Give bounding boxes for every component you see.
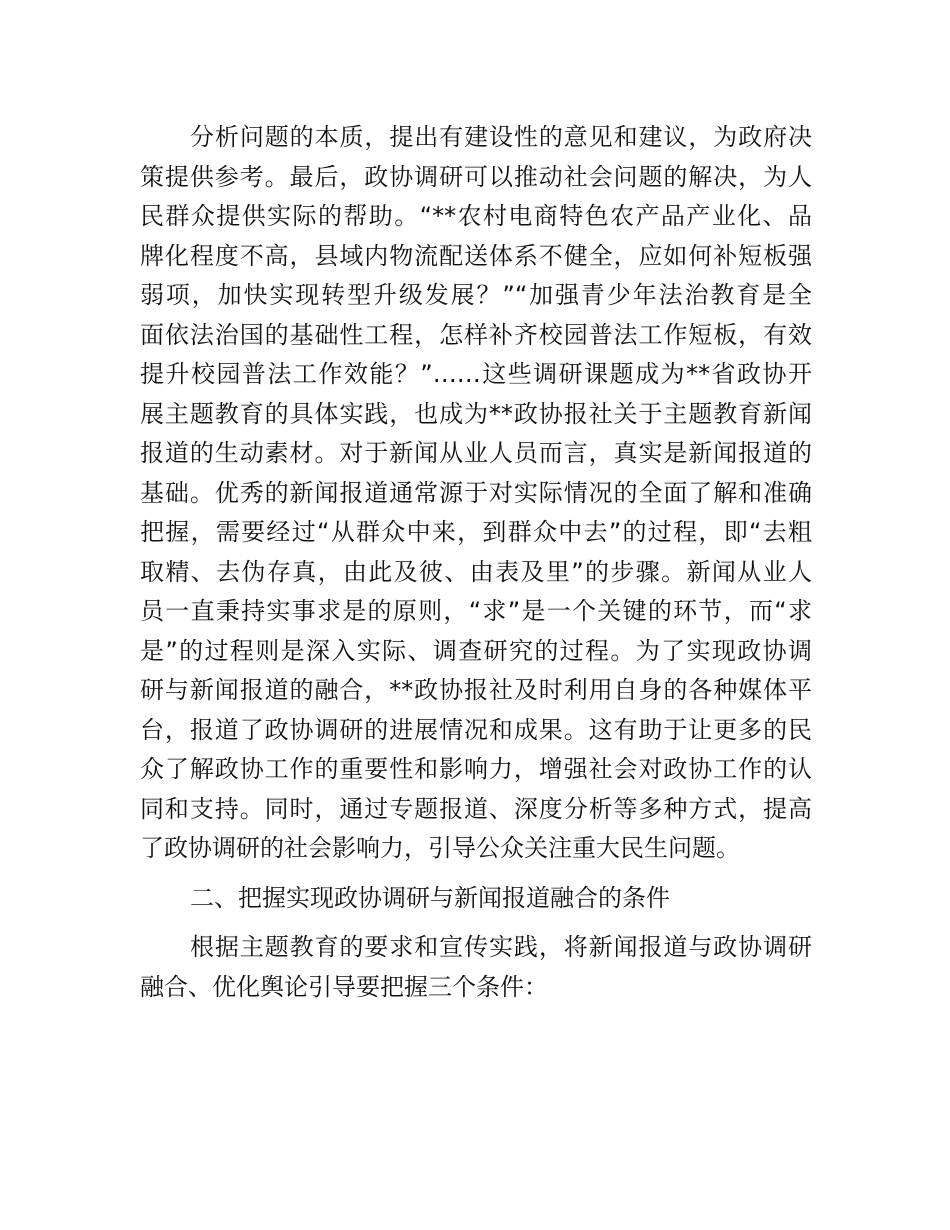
- paragraph: [140, 118, 812, 869]
- text-line: 把握，需要经过“从群众中来，到群众中去”的过程，即“去粗: [140, 518, 812, 546]
- text-line: 员一直秉持实事求是的原则，“求”是一个关键的环节，而“求: [140, 597, 812, 625]
- text-line: 台，报道了政协调研的进展情况和成果。这有助于让更多的民: [140, 715, 812, 744]
- spacer: [140, 918, 812, 928]
- text-line: 策提供参考。最后，政协调研可以推动社会问题的解决，为人: [140, 162, 812, 191]
- text-line: 弱项，加快实现转型升级发展？”“加强青少年法治教育是全: [140, 281, 812, 309]
- text-line: 民群众提供实际的帮助。“**农村电商特色农产品产业化、品: [140, 202, 812, 230]
- text-line: 报道的生动素材。对于新闻从业人员而言，真实是新闻报道的: [140, 439, 812, 467]
- text-line: 了政协调研的社会影响力，引导公众关注重大民生问题。: [140, 834, 740, 862]
- text-line: 融合、优化舆论引导要把握三个条件：: [140, 972, 548, 1001]
- text-line: 面依法治国的基础性工程，怎样补齐校园普法工作短板，有效: [140, 320, 812, 349]
- text-line: 提升校园普法工作效能？”……这些调研课题成为**省政协开: [140, 360, 812, 388]
- text-line: 分析问题的本质，提出有建设性的意见和建议，为政府决: [190, 123, 812, 151]
- text-line: 基础。优秀的新闻报道通常源于对实际情况的全面了解和准确: [140, 478, 812, 507]
- text-line: 众了解政协工作的重要性和影响力，增强社会对政协工作的认: [140, 755, 812, 783]
- text-line: 同和支持。同时，通过专题报道、深度分析等多种方式，提高: [140, 794, 812, 823]
- text-line: 是”的过程则是深入实际、调查研究的过程。为了实现政协调: [140, 636, 812, 665]
- text-line: 展主题教育的具体实践，也成为**政协报社关于主题教育新闻: [140, 399, 812, 428]
- text-line: 研与新闻报道的融合，**政协报社及时利用自身的各种媒体平: [140, 676, 812, 704]
- spacer: [140, 869, 812, 879]
- paragraph: [140, 928, 812, 1007]
- text-line: 取精、去伪存真，由此及彼、由表及里”的步骤。新闻从业人: [140, 557, 812, 586]
- text-line: 牌化程度不高，县域内物流配送体系不健全，应如何补短板强: [140, 241, 812, 270]
- document-body: [140, 118, 812, 1007]
- section-heading: 二、把握实现政协调研与新闻报道融合的条件: [190, 883, 670, 912]
- text-line: 根据主题教育的要求和宣传实践，将新闻报道与政协调研: [190, 933, 812, 961]
